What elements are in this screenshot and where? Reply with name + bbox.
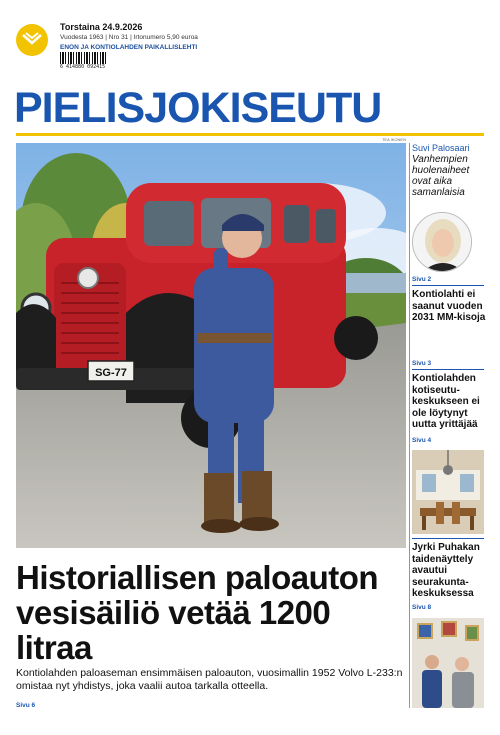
newspaper-logo-icon [16, 24, 48, 56]
exhibition-photo [412, 618, 484, 708]
issue-date: Torstaina 24.9.2026 [60, 22, 143, 32]
issue-info: Vuodesta 1963 | Nro 31 | Irtonumero 5,90 euroa [60, 34, 198, 41]
barcode-icon [60, 52, 106, 64]
column-page-ref[interactable]: Sivu 2 [412, 276, 432, 283]
main-photo [16, 143, 406, 548]
paper-tagline: ENON JA KONTIOLAHDEN PAIKALLISLEHTI [60, 44, 198, 51]
main-page-ref[interactable]: Sivu 6 [16, 702, 36, 709]
sidebar-item-2-headline[interactable]: Kontiolahden kotiseutu-keskukseen ei ole löytynyt uutta yrittäjää [412, 373, 480, 430]
sidebar-item-1-headline[interactable]: Kontiolahti ei saanut vuoden 2031 MM-kisoja [412, 289, 486, 323]
license-plate: SG-77 [95, 367, 127, 379]
column-divider [409, 143, 410, 708]
sidebar-item-1-ref[interactable]: Sivu 3 [412, 360, 432, 367]
header [0, 0, 500, 92]
sidebar-rule [412, 538, 484, 539]
interior-photo [412, 450, 484, 534]
photo-credit: TEA IKONEN [381, 137, 406, 142]
sidebar-rule [412, 369, 484, 370]
column-title[interactable]: Vanhempien huolenaiheet ovat aika samanlaisia [412, 154, 470, 198]
main-lede: Kontiolahden paloaseman ensimmäisen paloauton, vuosimallin 1952 Volvo L-233:n omistaa nyt yhdistys, joka vaalii autoa tarkalla otteella. [16, 667, 403, 692]
sidebar-item-3-headline[interactable]: Jyrki Puhakan taidenäyttely avautui seurakunta-keskuksessa [412, 542, 480, 599]
sidebar-item-2-ref[interactable]: Sivu 4 [412, 437, 432, 444]
column-author: Suvi Palosaari [412, 143, 470, 153]
sidebar-rule [412, 285, 484, 286]
author-portrait [412, 212, 472, 272]
main-headline[interactable]: Historiallisen paloauton vesisäiliö vetää 1200 litraa [16, 559, 379, 666]
masthead: PIELISJOKISEUTU [14, 84, 382, 132]
issue-meta [60, 22, 320, 53]
barcode-number: 6 414880 092415 [60, 64, 106, 70]
masthead-rule [16, 133, 484, 136]
sidebar-item-3-ref[interactable]: Sivu 8 [412, 604, 432, 611]
